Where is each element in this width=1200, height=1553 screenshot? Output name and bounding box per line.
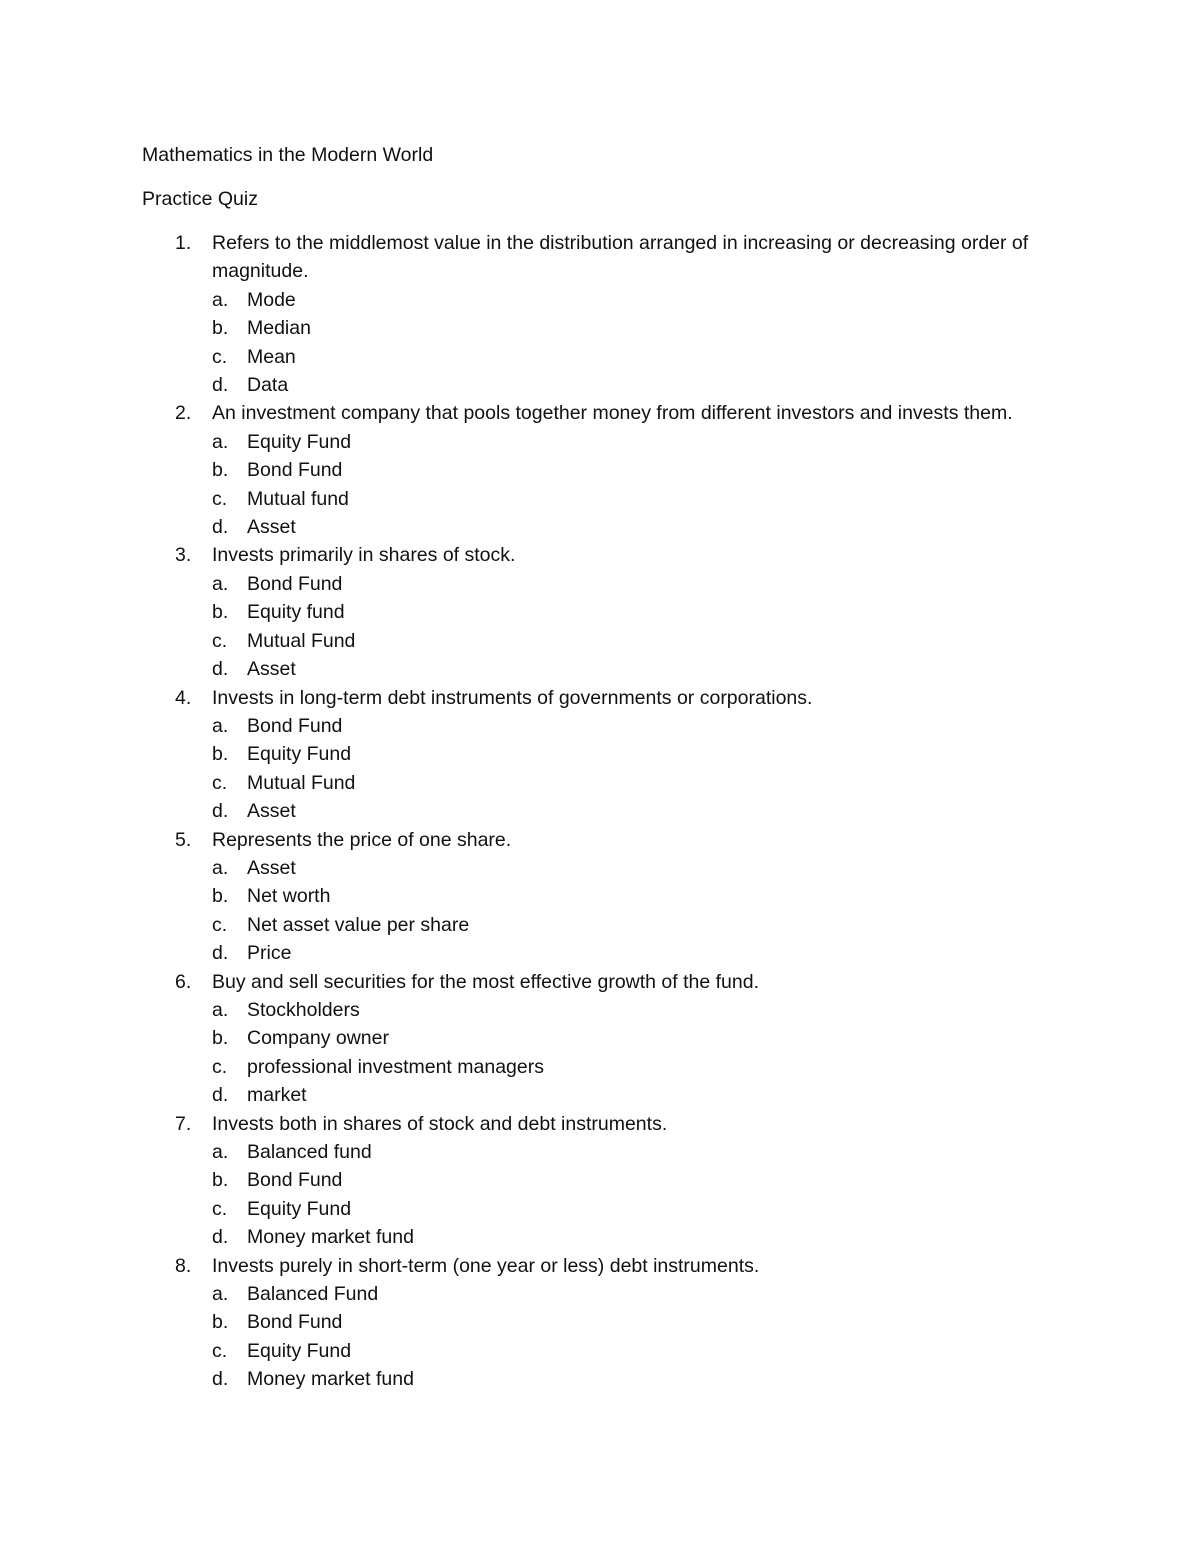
question-number: 4. (175, 686, 192, 709)
option-item (212, 627, 1072, 655)
option-item (212, 314, 1072, 342)
option-letter: a. (212, 288, 229, 311)
option-letter: b. (212, 885, 229, 908)
option-item (212, 598, 1072, 626)
option-item (212, 1195, 1072, 1223)
question-item (142, 968, 1072, 1110)
question-item (142, 399, 1072, 541)
option-text: Money market fund (247, 1368, 414, 1391)
option-item (212, 1223, 1072, 1251)
option-letter: b. (212, 1027, 229, 1050)
option-letter: b. (212, 1311, 229, 1334)
option-letter: d. (212, 1084, 229, 1107)
question-item (142, 229, 1072, 399)
option-letter: a. (212, 1283, 229, 1306)
option-letter: d. (212, 942, 229, 965)
option-text: Money market fund (247, 1226, 414, 1249)
question-item (142, 1252, 1072, 1394)
option-letter: a. (212, 998, 229, 1021)
option-text: Equity Fund (247, 1339, 352, 1362)
question-number: 3. (175, 544, 192, 567)
option-text: Asset (247, 658, 296, 681)
option-list (212, 286, 1072, 400)
option-letter: c. (212, 487, 228, 510)
option-text: Bond Fund (247, 572, 343, 595)
option-item (212, 1365, 1072, 1393)
option-list (212, 996, 1072, 1110)
question-text: Invests primarily in shares of stock. (212, 544, 516, 567)
question-number: 1. (175, 232, 192, 254)
option-item (212, 769, 1072, 797)
option-text: Asset (247, 800, 296, 823)
document-title: Mathematics in the Modern World (142, 144, 434, 166)
option-list (212, 1138, 1072, 1252)
option-item (212, 911, 1072, 939)
option-text: Mutual Fund (247, 629, 356, 652)
option-letter: c. (212, 1197, 228, 1220)
option-item (212, 939, 1072, 967)
option-item (212, 343, 1072, 371)
option-text: Bond Fund (247, 1311, 343, 1334)
option-item (212, 1024, 1072, 1052)
option-item (212, 1166, 1072, 1194)
option-text: Asset (247, 516, 296, 539)
option-text: market (247, 1084, 307, 1107)
option-text: Balanced Fund (247, 1283, 379, 1306)
option-letter: c. (212, 913, 228, 936)
option-letter: b. (212, 317, 229, 340)
option-item (212, 854, 1072, 882)
option-text: Equity Fund (247, 1197, 352, 1220)
option-letter: a. (212, 714, 229, 737)
option-item (212, 513, 1072, 541)
option-item (212, 428, 1072, 456)
option-item (212, 797, 1072, 825)
option-list (212, 428, 1072, 542)
option-list (212, 712, 1072, 826)
document-body (142, 141, 1072, 1394)
option-text: Equity Fund (247, 743, 352, 766)
question-list (142, 229, 1072, 1394)
option-text: Stockholders (247, 998, 360, 1021)
option-item (212, 882, 1072, 910)
question-item (142, 826, 1072, 968)
question-text: An investment company that pools together money from different investors and invests them. (212, 402, 1013, 425)
option-letter: c. (212, 345, 228, 368)
option-list (212, 854, 1072, 968)
option-letter: d. (212, 800, 229, 823)
option-item (212, 286, 1072, 314)
option-text: Balanced fund (247, 1141, 372, 1163)
option-letter: c. (212, 1055, 228, 1078)
option-text: professional investment managers (247, 1055, 544, 1078)
option-letter: b. (212, 743, 229, 766)
option-text: Asset (247, 856, 296, 879)
option-text: Data (247, 374, 289, 397)
option-text: Company owner (247, 1027, 389, 1050)
option-text: Equity fund (247, 601, 345, 624)
document-subtitle: Practice Quiz (142, 188, 258, 210)
option-text: Bond Fund (247, 459, 343, 482)
option-text: Equity Fund (247, 430, 352, 453)
option-letter: c. (212, 629, 228, 652)
option-text: Mutual fund (247, 487, 349, 510)
option-item (212, 570, 1072, 598)
option-item (212, 1337, 1072, 1365)
question-number: 5. (175, 828, 192, 851)
option-item (212, 1308, 1072, 1336)
option-letter: d. (212, 516, 229, 539)
option-letter: a. (212, 572, 229, 595)
question-item (142, 1110, 1072, 1252)
option-item (212, 1280, 1072, 1308)
option-text: Bond Fund (247, 714, 343, 737)
option-letter: a. (212, 1141, 229, 1163)
option-item (212, 712, 1072, 740)
question-number: 8. (175, 1254, 192, 1277)
option-item (212, 1081, 1072, 1109)
option-letter: c. (212, 771, 228, 794)
option-text: Net worth (247, 885, 331, 908)
option-letter: a. (212, 430, 229, 453)
option-text: Net asset value per share (247, 913, 470, 936)
option-letter: d. (212, 658, 229, 681)
option-item (212, 1138, 1072, 1166)
option-item (212, 1053, 1072, 1081)
question-text: Refers to the middlemost value in the distribution arranged in increasing or decreasing order of magnitude. (212, 232, 1029, 283)
option-list (212, 1280, 1072, 1394)
question-text: Invests purely in short-term (one year or less) debt instruments. (212, 1254, 760, 1277)
question-text: Invests both in shares of stock and debt instruments. (212, 1112, 668, 1135)
question-text: Invests in long-term debt instruments of governments or corporations. (212, 686, 813, 709)
option-item (212, 740, 1072, 768)
option-text: Mean (247, 345, 296, 368)
option-item (212, 996, 1072, 1024)
question-number: 2. (175, 402, 192, 425)
option-letter: d. (212, 1226, 229, 1249)
option-letter: b. (212, 1169, 229, 1192)
option-text: Bond Fund (247, 1169, 343, 1192)
option-text: Median (247, 317, 311, 340)
option-item (212, 485, 1072, 513)
option-letter: c. (212, 1339, 228, 1362)
option-list (212, 570, 1072, 684)
question-item (142, 684, 1072, 826)
option-text: Mutual Fund (247, 771, 356, 794)
question-text: Represents the price of one share. (212, 828, 512, 851)
question-number: 7. (175, 1112, 192, 1135)
option-letter: d. (212, 374, 229, 397)
option-letter: d. (212, 1368, 229, 1391)
option-item (212, 371, 1072, 399)
option-text: Mode (247, 288, 296, 311)
question-text: Buy and sell securities for the most effective growth of the fund. (212, 970, 760, 993)
option-item (212, 655, 1072, 683)
question-item (142, 541, 1072, 683)
option-letter: a. (212, 856, 229, 879)
question-number: 6. (175, 970, 192, 993)
option-letter: b. (212, 459, 229, 482)
option-text: Price (247, 942, 292, 965)
option-item (212, 456, 1072, 484)
option-letter: b. (212, 601, 229, 624)
